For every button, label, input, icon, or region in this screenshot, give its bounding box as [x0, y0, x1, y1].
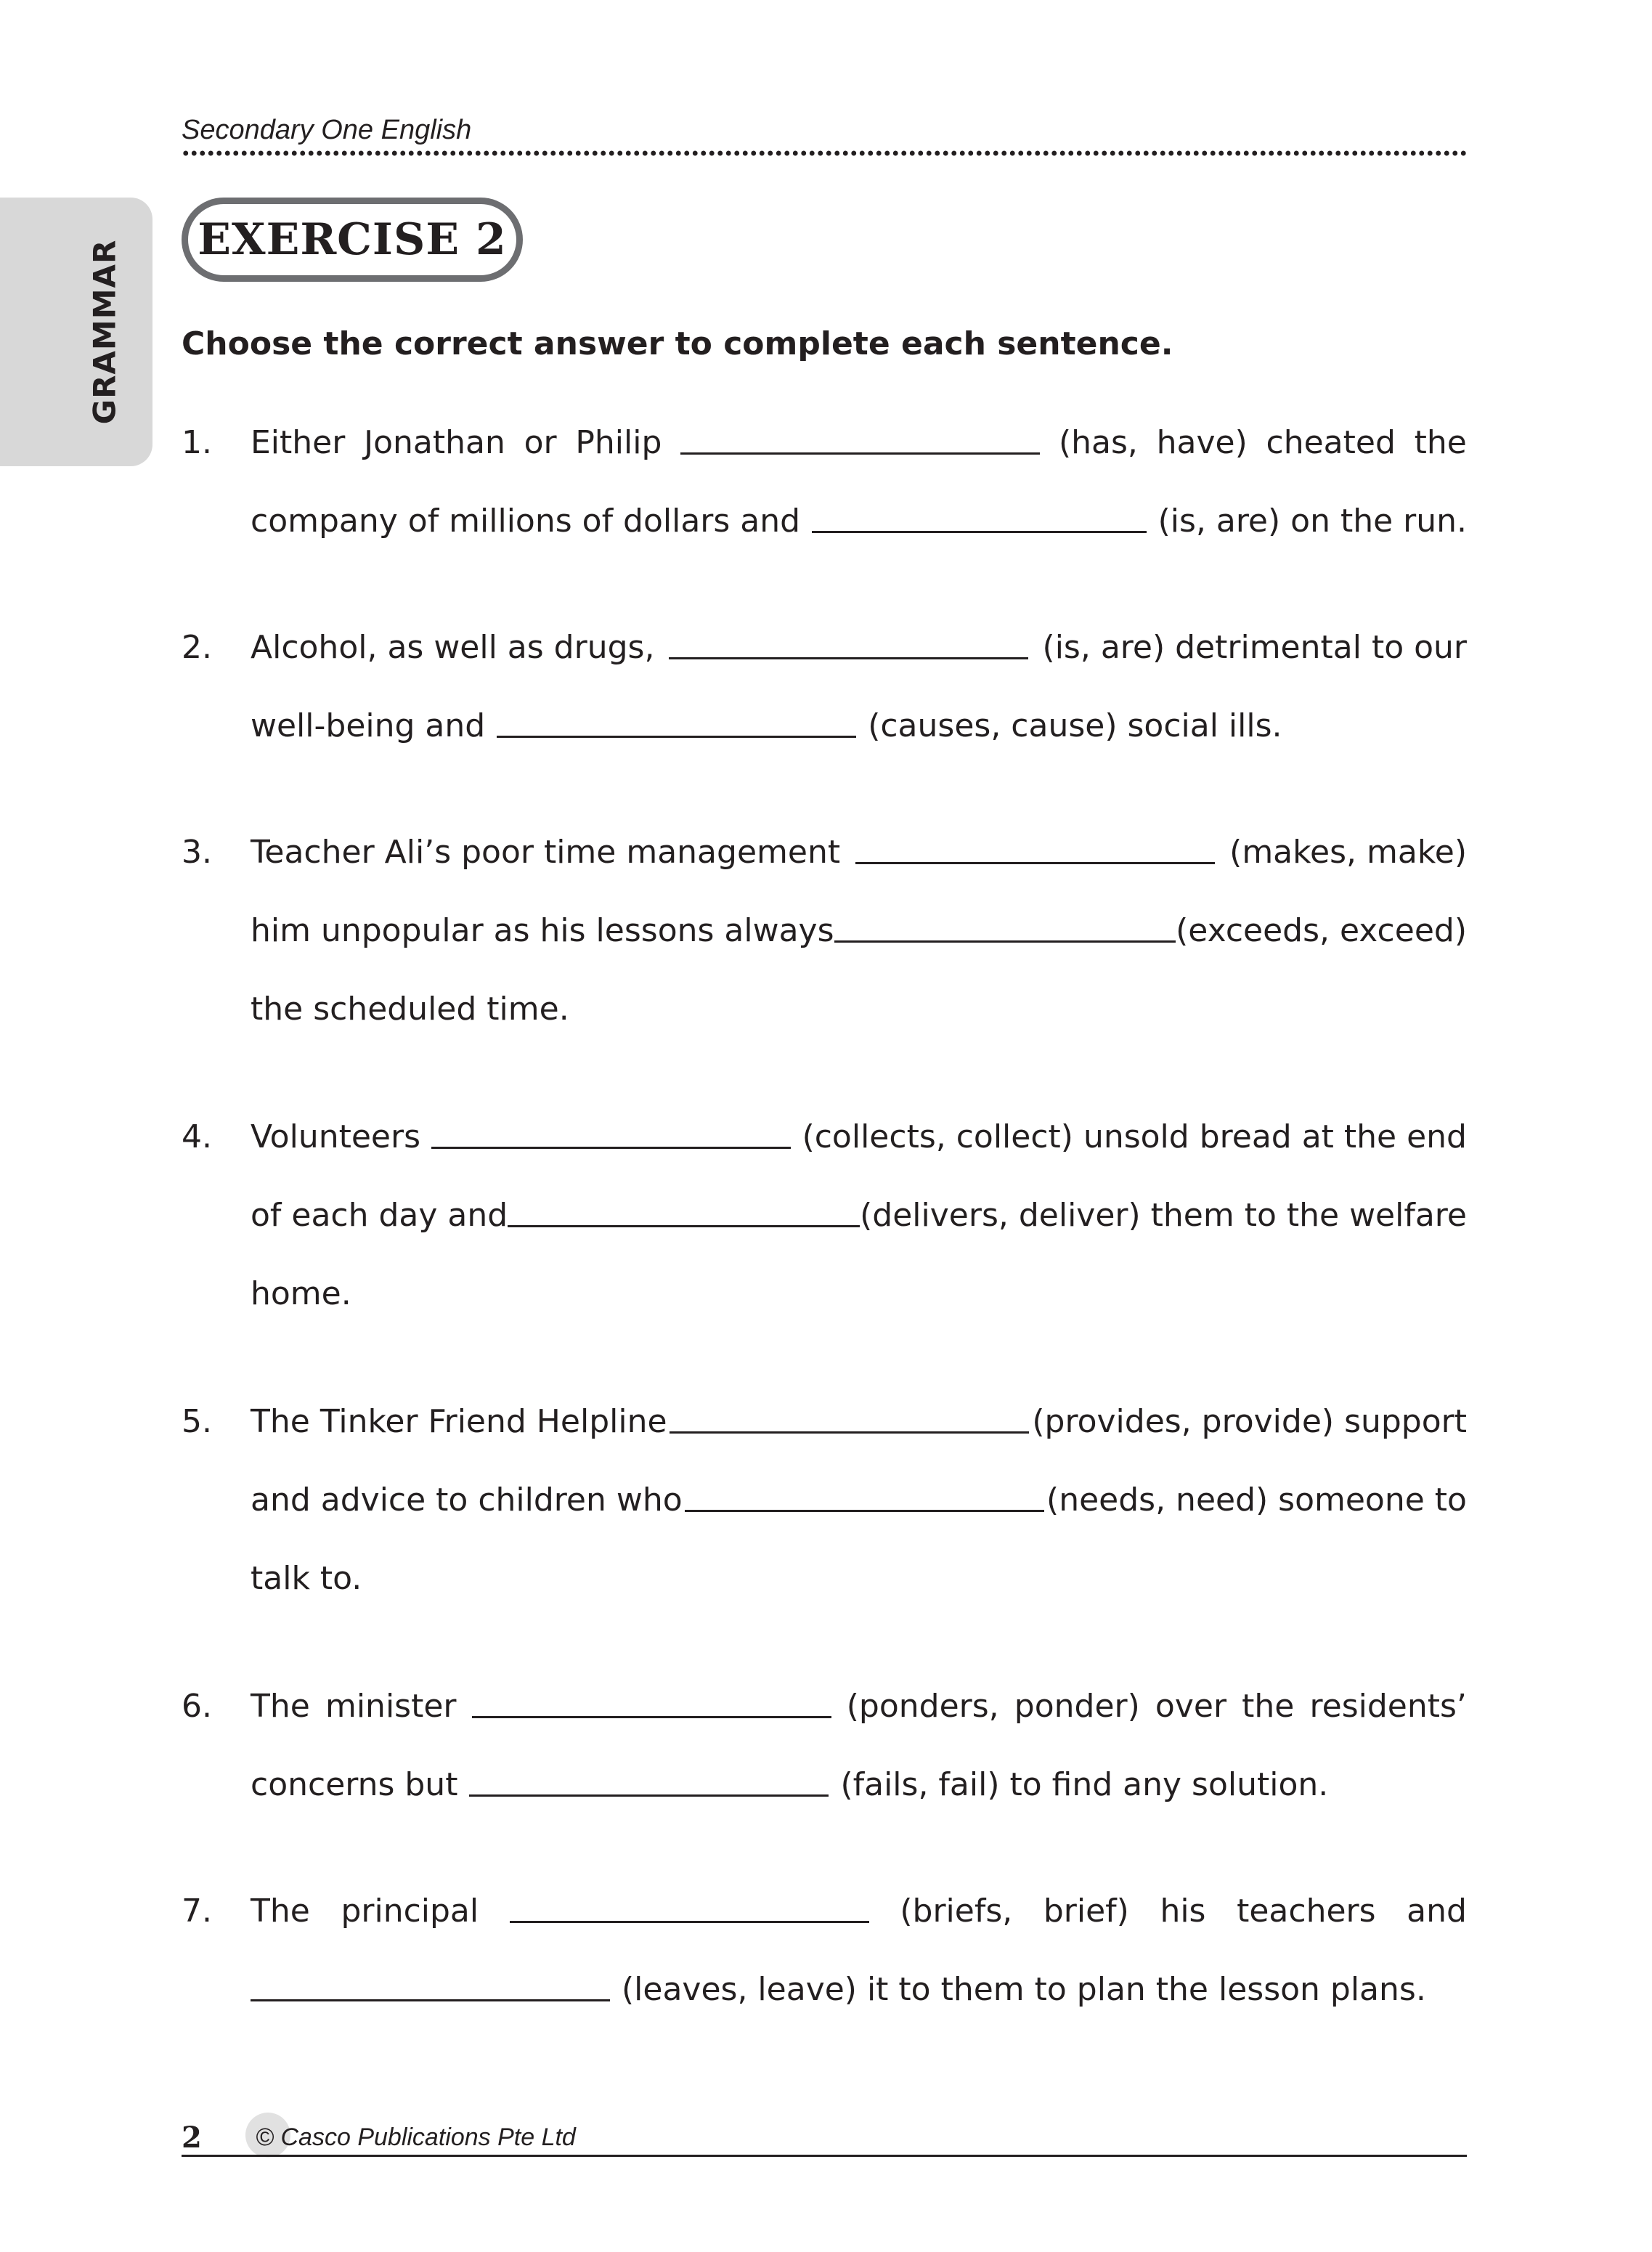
question-text: (causes, cause) social ills. [868, 707, 1282, 744]
question-text: (exceeds, exceed) [1176, 912, 1467, 949]
question-number: 7. [182, 1893, 212, 1930]
question-text: Alcohol, as well as drugs, [251, 629, 655, 666]
question-text: (is, are) on the run. [1157, 503, 1467, 540]
side-tab [0, 198, 152, 466]
question-text: have) [1156, 424, 1248, 461]
question-line [251, 1402, 1467, 1442]
answer-blank[interactable] [670, 1431, 1029, 1434]
question-text: teachers [1237, 1893, 1376, 1930]
question-line [251, 1274, 1467, 1314]
question-line [251, 1117, 1467, 1158]
question-text: residents’ [1309, 1688, 1467, 1725]
running-head: Secondary One English [182, 115, 472, 145]
question-number: 1. [182, 424, 212, 461]
question-text: and [1407, 1893, 1467, 1930]
question-line [251, 423, 1467, 463]
answer-blank[interactable] [834, 940, 1176, 943]
question-text: company of millions of dollars and [251, 503, 801, 540]
question-text: (provides, provide) support [1032, 1403, 1467, 1440]
side-tab-label: GRAMMAR [86, 239, 123, 425]
question-text: (ponders, [846, 1688, 999, 1725]
question-text: Either [251, 424, 346, 461]
question-text: (briefs, [900, 1893, 1013, 1930]
question-text: The [251, 1893, 310, 1930]
question-text: over [1155, 1688, 1227, 1725]
footer-rule [182, 2155, 1467, 2157]
question-text: The Tinker Friend Helpline [251, 1403, 667, 1440]
question-text: (delivers, deliver) them to the welfare [860, 1197, 1467, 1234]
question-text: cheated [1266, 424, 1396, 461]
question-text: home. [251, 1275, 351, 1312]
question-text: Teacher Ali’s poor time management [251, 834, 841, 871]
question-text: Philip [575, 424, 662, 461]
footer-copyright: © Casco Publications Pte Ltd [256, 2123, 576, 2151]
answer-blank[interactable] [680, 452, 1040, 455]
question-line [251, 627, 1467, 668]
answer-blank[interactable] [251, 1999, 610, 2001]
question-text: principal [341, 1893, 479, 1930]
question-text: minister [325, 1688, 457, 1725]
question-text: (is, are) detrimental to our [1042, 629, 1467, 666]
question-text: (fails, fail) to find any solution. [840, 1766, 1329, 1803]
answer-blank[interactable] [508, 1225, 860, 1227]
question-line [251, 501, 1467, 542]
question-line [251, 1480, 1467, 1521]
question-line [251, 1686, 1467, 1727]
question-text: the [1414, 424, 1467, 461]
question-line [251, 1970, 1467, 2010]
question-text: of each day and [251, 1197, 508, 1234]
footer-page-number: 2 [182, 2121, 202, 2155]
question-number: 2. [182, 629, 212, 666]
question-text: talk to. [251, 1560, 362, 1597]
instruction: Choose the correct answer to complete each sentence. [182, 325, 1173, 362]
question-text: (has, [1058, 424, 1138, 461]
question-text: Volunteers [251, 1118, 421, 1155]
question-line [251, 989, 1467, 1030]
question-line [251, 1558, 1467, 1599]
question-text: or [524, 424, 557, 461]
question-text: concerns but [251, 1766, 458, 1803]
answer-blank[interactable] [669, 657, 1028, 659]
question-text: Jonathan [364, 424, 505, 461]
question-text: ponder) [1014, 1688, 1140, 1725]
question-text: the scheduled time. [251, 991, 569, 1028]
question-text: (makes, make) [1229, 834, 1467, 871]
question-number: 6. [182, 1688, 212, 1725]
answer-blank[interactable] [431, 1147, 791, 1149]
question-number: 4. [182, 1118, 212, 1155]
answer-blank[interactable] [685, 1510, 1044, 1512]
question-line [251, 1195, 1467, 1236]
question-text: well-being and [251, 707, 486, 744]
question-text: (leaves, leave) it to them to plan the lesson plans. [622, 1971, 1426, 2008]
question-line [251, 706, 1467, 747]
exercise-title: EXERCISE 2 [198, 214, 507, 265]
question-line [251, 832, 1467, 873]
question-line [251, 911, 1467, 951]
answer-blank[interactable] [812, 531, 1146, 533]
answer-blank[interactable] [472, 1716, 831, 1718]
dotted-rule [182, 150, 1467, 157]
question-text: the [1242, 1688, 1295, 1725]
question-text: (collects, collect) unsold bread at the end [802, 1118, 1467, 1155]
question-number: 5. [182, 1403, 212, 1440]
answer-blank[interactable] [855, 862, 1215, 864]
question-text: him unpopular as his lessons always [251, 912, 834, 949]
exercise-badge [182, 198, 523, 282]
question-text: and advice to children who [251, 1481, 683, 1519]
answer-blank[interactable] [469, 1794, 829, 1797]
answer-blank[interactable] [497, 736, 856, 738]
question-text: his [1160, 1893, 1206, 1930]
question-line [251, 1765, 1467, 1805]
answer-blank[interactable] [510, 1921, 869, 1923]
question-line [251, 1891, 1467, 1932]
question-text: brief) [1043, 1893, 1129, 1930]
question-text: (needs, need) someone to [1046, 1481, 1467, 1519]
question-number: 3. [182, 834, 212, 871]
question-text: The [251, 1688, 310, 1725]
